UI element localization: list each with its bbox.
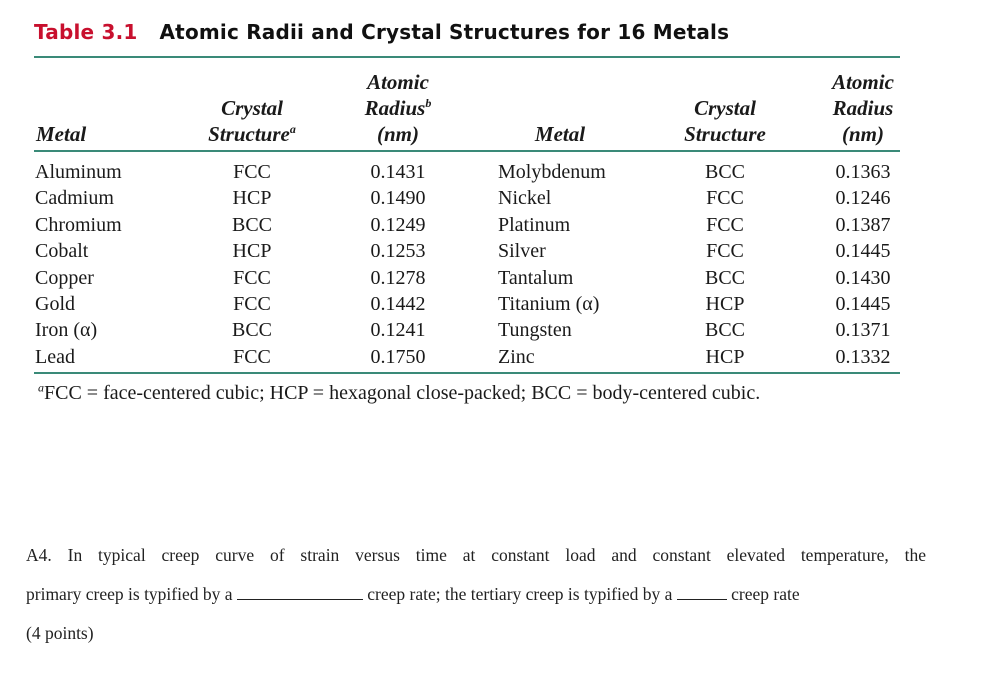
atomic-radius-cell: 0.1253 xyxy=(370,240,426,263)
atomic-radius-cell: 0.1332 xyxy=(835,345,891,368)
crystal-structure-cell: BCC xyxy=(704,161,746,183)
atomic-radius-cell: 0.1442 xyxy=(370,293,426,315)
crystal-structure-cell: BCC xyxy=(231,319,273,342)
question-line-3: (4 points) xyxy=(26,623,94,643)
question-line-2: primary creep is typified by a creep rate; the tertiary creep is typified by a creep rate xyxy=(26,584,800,604)
answer-blank-primary[interactable] xyxy=(237,587,363,600)
table-footnote xyxy=(38,382,760,405)
atomic-radius-cell: 0.1387 xyxy=(835,213,891,236)
metal-name-cell: Tungsten xyxy=(498,319,572,342)
top-rule xyxy=(34,56,900,58)
metal-name-cell: Gold xyxy=(35,293,75,315)
table-title: Atomic Radii and Crystal Structures for 16 Metals xyxy=(159,20,730,44)
crystal-structure-cell: HCP xyxy=(232,240,272,263)
atomic-radius-cell: 0.1750 xyxy=(370,345,426,368)
atomic-radius-cell: 0.1246 xyxy=(835,187,891,210)
atomic-radius-cell: 0.1430 xyxy=(835,266,891,289)
crystal-structure-cell: BCC xyxy=(231,213,273,236)
crystal-structure-cell: FCC xyxy=(233,266,271,289)
metal-name-cell: Tantalum xyxy=(498,266,574,289)
metal-name-cell: Chromium xyxy=(35,213,122,236)
header-metal-left: Metal xyxy=(36,122,87,146)
crystal-structure-cell: FCC xyxy=(706,240,744,263)
metal-name-cell: Lead xyxy=(35,345,75,368)
atomic-radius-cell: 0.1445 xyxy=(835,293,891,315)
metal-name-cell: Molybdenum xyxy=(498,161,606,183)
metal-name-cell: Cobalt xyxy=(35,240,89,263)
crystal-structure-cell: HCP xyxy=(705,293,745,315)
metal-name-cell: Titanium (α) xyxy=(498,293,600,315)
atomic-radius-cell: 0.1249 xyxy=(370,213,426,236)
header-structure-right: Crystal Structure xyxy=(684,96,766,146)
question-line-1: A4. In typical creep curve of strain versus time at constant load and constant elevated temperature, the xyxy=(26,545,926,565)
question-a4 xyxy=(26,536,926,653)
header-radius-right: Atomic Radius (nm) xyxy=(832,70,894,146)
atomic-radius-cell: 0.1490 xyxy=(370,187,426,210)
atomic-radius-cell: 0.1241 xyxy=(370,319,426,342)
table-caption xyxy=(34,20,729,44)
metal-name-cell: Silver xyxy=(498,240,546,263)
metal-name-cell: Platinum xyxy=(498,213,571,236)
atomic-radius-cell: 0.1445 xyxy=(835,240,891,263)
crystal-structure-cell: FCC xyxy=(233,345,271,368)
crystal-structure-cell: FCC xyxy=(706,213,744,236)
metal-name-cell: Cadmium xyxy=(35,187,114,210)
bottom-rule xyxy=(34,372,900,374)
table-number: Table 3.1 xyxy=(34,20,138,44)
crystal-structure-cell: BCC xyxy=(704,319,746,342)
crystal-structure-cell: HCP xyxy=(705,345,745,368)
crystal-structure-cell: FCC xyxy=(233,293,271,315)
answer-blank-tertiary[interactable] xyxy=(677,587,727,600)
atomic-radius-cell: 0.1363 xyxy=(835,161,891,183)
crystal-structure-cell: BCC xyxy=(704,266,746,289)
footnote-marker: a xyxy=(38,380,44,395)
header-metal-right: Metal xyxy=(534,122,586,146)
metal-name-cell: Aluminum xyxy=(35,161,122,183)
atomic-radius-cell: 0.1431 xyxy=(370,161,426,183)
atomic-radius-cell: 0.1371 xyxy=(835,319,891,342)
metal-name-cell: Nickel xyxy=(498,187,552,210)
metal-name-cell: Copper xyxy=(35,266,94,289)
atomic-radius-cell: 0.1278 xyxy=(370,266,426,289)
metal-name-cell: Zinc xyxy=(498,345,535,368)
metal-name-cell: Iron (α) xyxy=(35,319,98,342)
header-rule xyxy=(34,150,900,152)
crystal-structure-cell: HCP xyxy=(232,187,272,210)
crystal-structure-cell: FCC xyxy=(233,161,271,183)
crystal-structure-cell: FCC xyxy=(706,187,744,210)
header-structure-left: Crystal Structure$^a$ xyxy=(208,96,296,146)
header-radius-left: Atomic Radius$^b$ (nm) xyxy=(364,70,432,146)
footnote-text: FCC = face-centered cubic; HCP = hexagonal close-packed; BCC = body-centered cubic. xyxy=(44,382,761,404)
